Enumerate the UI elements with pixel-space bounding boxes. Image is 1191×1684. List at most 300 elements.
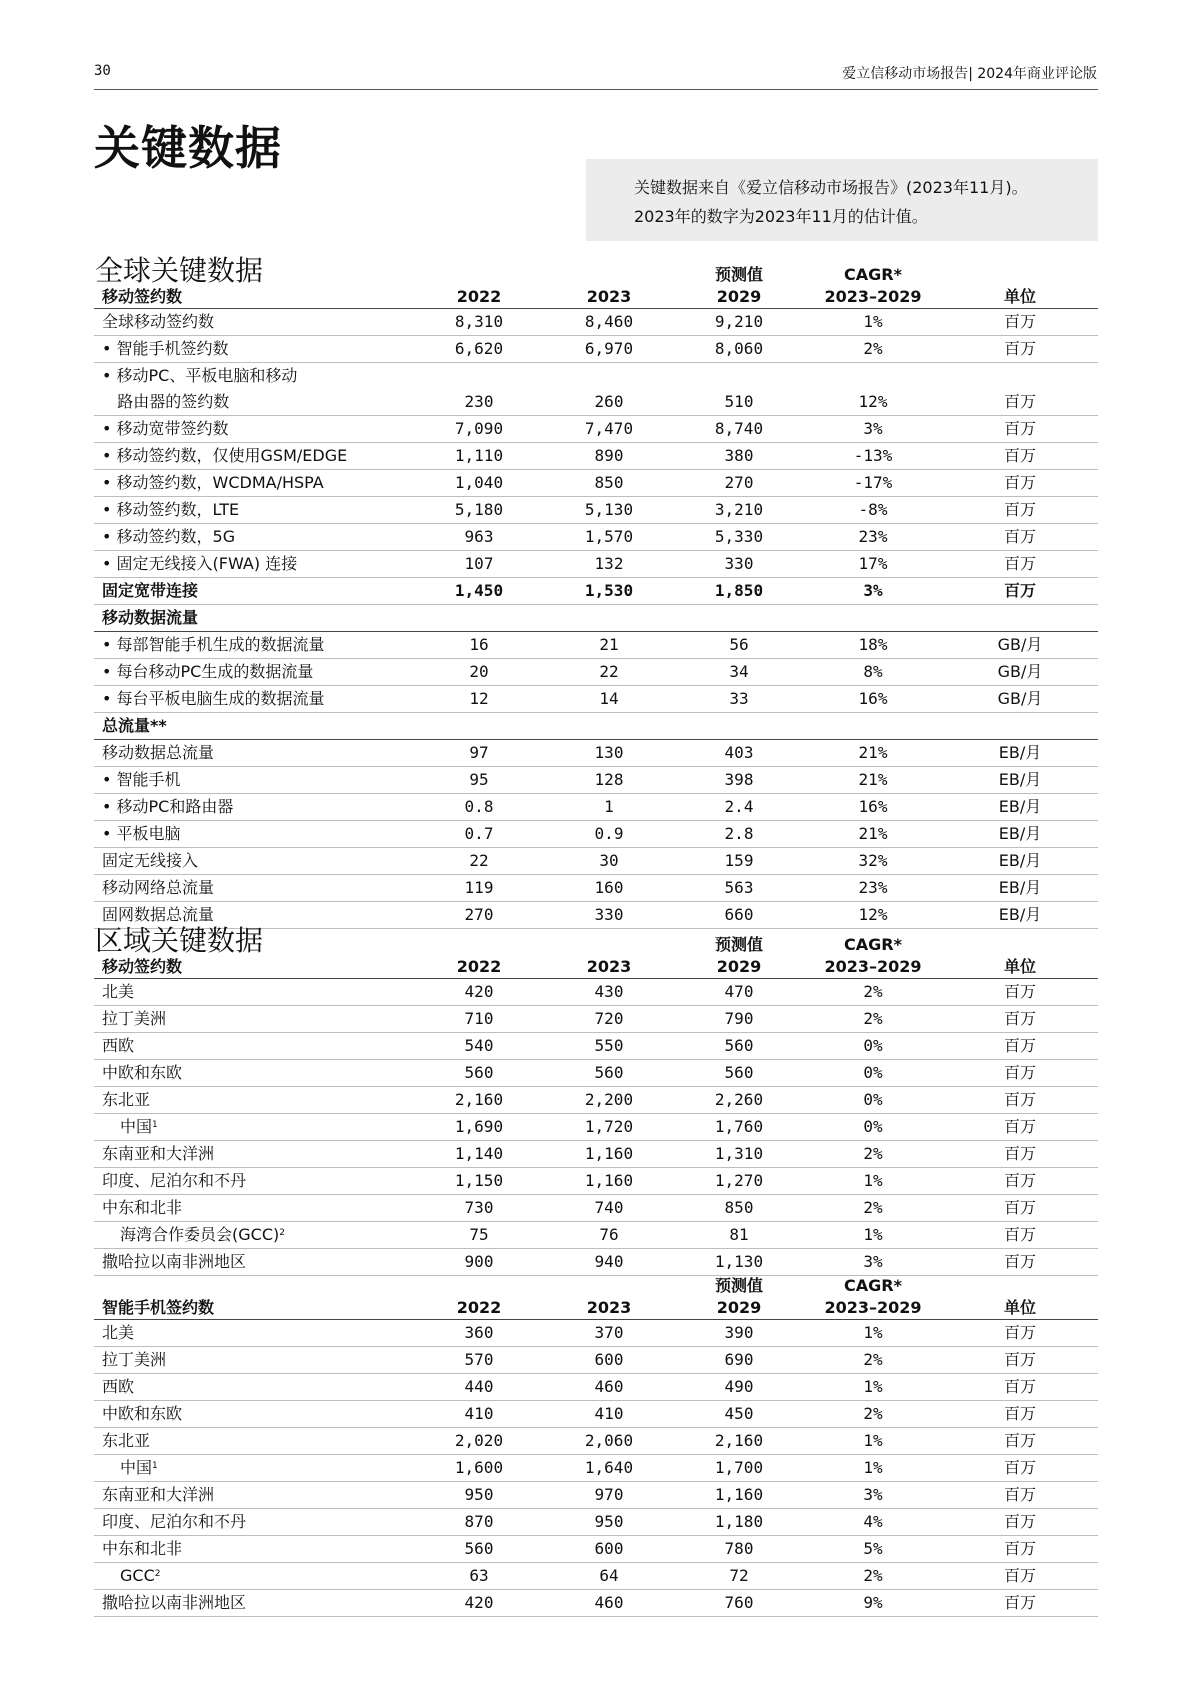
table-row xyxy=(94,497,1098,524)
value-cagr: 32% xyxy=(858,851,888,870)
value-unit: 百万 xyxy=(1003,1485,1036,1504)
value-2022: 963 xyxy=(464,527,494,546)
value-2022: 6,620 xyxy=(454,339,504,358)
value-2023: 600 xyxy=(594,1350,624,1369)
value-unit: 百万 xyxy=(1003,1566,1036,1585)
column-header-2023: 2023 xyxy=(586,287,632,306)
value-cagr: 2% xyxy=(863,1144,883,1163)
value-2023: 740 xyxy=(594,1198,624,1217)
value-2029: 390 xyxy=(724,1323,754,1342)
value-cagr: 1% xyxy=(863,1377,883,1396)
table-header-row xyxy=(94,264,1098,309)
row-label: GCC$^2$ xyxy=(120,1566,161,1585)
value-2022: 16 xyxy=(469,635,489,654)
table-row xyxy=(94,309,1098,336)
value-2022: 1,450 xyxy=(454,581,504,600)
value-2029: 1,130 xyxy=(714,1252,764,1271)
value-2022: 12 xyxy=(469,689,489,708)
value-2023: 8,460 xyxy=(584,312,634,331)
value-2029: 1,160 xyxy=(714,1485,764,1504)
value-2023: 7,470 xyxy=(584,419,634,438)
value-2029: 403 xyxy=(724,743,754,762)
table-row xyxy=(94,1114,1098,1141)
value-unit: GB/月 xyxy=(997,635,1043,654)
empty-cell xyxy=(414,713,544,740)
table-row xyxy=(94,1347,1098,1374)
column-header-cagr: CAGR* 2023–2029 xyxy=(824,1276,922,1317)
row-label: 东北亚 xyxy=(102,1431,151,1450)
value-2022: 1,040 xyxy=(454,473,504,492)
table-row xyxy=(94,1320,1098,1347)
table-row xyxy=(94,1455,1098,1482)
value-2029: 270 xyxy=(724,473,754,492)
value-2023: 970 xyxy=(594,1485,624,1504)
value-2029: 690 xyxy=(724,1350,754,1369)
table-row xyxy=(94,1590,1098,1617)
value-2029: 490 xyxy=(724,1377,754,1396)
value-2029: 56 xyxy=(729,635,749,654)
table-row xyxy=(94,848,1098,875)
row-label: 印度、尼泊尔和不丹 xyxy=(102,1171,247,1190)
total-traffic-subheading xyxy=(94,713,1098,740)
value-cagr: 16% xyxy=(858,689,888,708)
table-row xyxy=(94,821,1098,848)
source-note xyxy=(586,159,1098,241)
value-2022: 2,160 xyxy=(454,1090,504,1109)
column-header-unit: 单位 xyxy=(1003,957,1036,976)
row-label: • 移动签约数，5G xyxy=(94,524,414,551)
table-row xyxy=(94,979,1098,1006)
value-2022: 440 xyxy=(464,1377,494,1396)
table-row xyxy=(94,363,1098,416)
value-2022: 420 xyxy=(464,1593,494,1612)
table-header-row xyxy=(94,1275,1098,1320)
row-label: • 移动签约数，LTE xyxy=(94,497,414,524)
row-label: • 移动PC和路由器 xyxy=(94,794,414,821)
row-label: 北美 xyxy=(102,982,135,1001)
value-2023: 1,160 xyxy=(584,1144,634,1163)
row-label: 东南亚和大洋洲 xyxy=(102,1485,215,1504)
empty-cell xyxy=(544,605,674,632)
value-cagr: 0% xyxy=(863,1117,883,1136)
table-row xyxy=(94,632,1098,659)
value-cagr: 1% xyxy=(863,1171,883,1190)
value-unit: EB/月 xyxy=(998,824,1042,843)
value-unit: 百万 xyxy=(1003,1171,1036,1190)
row-label: 西欧 xyxy=(102,1036,135,1055)
value-2029: 8,060 xyxy=(714,339,764,358)
row-label: • 固定无线接入(FWA) 连接 xyxy=(94,551,414,578)
value-2029: 2,160 xyxy=(714,1431,764,1450)
value-2023: 330 xyxy=(594,905,624,924)
row-label: 中国$^1$ xyxy=(120,1117,158,1136)
row-label: 固网数据总流量 xyxy=(102,905,215,924)
value-unit: 百万 xyxy=(1003,1593,1036,1612)
value-2029: 660 xyxy=(724,905,754,924)
row-label: 拉丁美洲 xyxy=(102,1350,167,1369)
value-unit: 百万 xyxy=(1003,339,1036,358)
value-cagr: 5% xyxy=(863,1539,883,1558)
table-row xyxy=(94,1482,1098,1509)
value-cagr: 23% xyxy=(858,878,888,897)
value-2022: 1,140 xyxy=(454,1144,504,1163)
value-2023: 1 xyxy=(604,797,614,816)
value-cagr: 21% xyxy=(858,770,888,789)
row-label: • 移动PC、平板电脑和移动 路由器的签约数 xyxy=(94,363,414,416)
value-2023: 1,640 xyxy=(584,1458,634,1477)
row-label: • 智能手机签约数 xyxy=(94,336,414,363)
value-2022: 7,090 xyxy=(454,419,504,438)
column-header-unit: 单位 xyxy=(1003,1298,1036,1317)
value-2022: 97 xyxy=(469,743,489,762)
value-2022: 560 xyxy=(464,1063,494,1082)
row-label: • 移动签约数，WCDMA/HSPA xyxy=(94,470,414,497)
value-2022: 22 xyxy=(469,851,489,870)
column-header-2029: 预测值 2029 xyxy=(714,1276,763,1317)
value-2022: 270 xyxy=(464,905,494,924)
column-header-2023: 2023 xyxy=(586,957,632,976)
value-2023: 1,570 xyxy=(584,527,634,546)
table-row xyxy=(94,551,1098,578)
table-row xyxy=(94,1536,1098,1563)
value-2023: 21 xyxy=(599,635,619,654)
row-label: 拉丁美洲 xyxy=(102,1009,167,1028)
value-2022: 1,110 xyxy=(454,446,504,465)
value-cagr: 2% xyxy=(863,339,883,358)
value-2029: 760 xyxy=(724,1593,754,1612)
value-2029: 1,700 xyxy=(714,1458,764,1477)
value-2022: 8,310 xyxy=(454,312,504,331)
row-label: • 每台移动PC生成的数据流量 xyxy=(94,659,414,686)
value-unit: 百万 xyxy=(1003,419,1036,438)
value-unit: 百万 xyxy=(1003,1539,1036,1558)
row-label: 移动数据总流量 xyxy=(102,743,215,762)
row-label: • 每部智能手机生成的数据流量 xyxy=(94,632,414,659)
value-2029: 510 xyxy=(724,392,754,411)
value-unit: 百万 xyxy=(1003,982,1036,1001)
value-2022: 95 xyxy=(469,770,489,789)
value-2029: 5,330 xyxy=(714,527,764,546)
value-unit: 百万 xyxy=(1003,312,1036,331)
column-header-2023: 2023 xyxy=(586,1298,632,1317)
value-2023: 76 xyxy=(599,1225,619,1244)
value-cagr: 12% xyxy=(858,905,888,924)
value-cagr: 4% xyxy=(863,1512,883,1531)
value-cagr: 3% xyxy=(863,1485,883,1504)
value-cagr: 17% xyxy=(858,554,888,573)
value-cagr: 0% xyxy=(863,1063,883,1082)
row-label: • 平板电脑 xyxy=(94,821,414,848)
row-label: 撒哈拉以南非洲地区 xyxy=(102,1252,247,1271)
page-title: 关键数据 xyxy=(94,121,282,175)
column-header-cagr: CAGR* 2023–2029 xyxy=(824,265,922,306)
value-unit: 百万 xyxy=(1003,1323,1036,1342)
value-2029: 470 xyxy=(724,982,754,1001)
value-cagr: -8% xyxy=(858,500,888,519)
row-label: 撒哈拉以南非洲地区 xyxy=(102,1593,247,1612)
table-row xyxy=(94,875,1098,902)
value-2022: 2,020 xyxy=(454,1431,504,1450)
value-2023: 160 xyxy=(594,878,624,897)
value-cagr: 16% xyxy=(858,797,888,816)
value-unit: 百万 xyxy=(1003,527,1036,546)
table-row xyxy=(94,767,1098,794)
table-row xyxy=(94,1060,1098,1087)
table-row xyxy=(94,659,1098,686)
subsection-label: 移动数据流量 xyxy=(102,608,199,627)
value-2029: 2,260 xyxy=(714,1090,764,1109)
value-unit: 百万 xyxy=(1003,1377,1036,1396)
value-2022: 360 xyxy=(464,1323,494,1342)
column-header-unit: 单位 xyxy=(1003,287,1036,306)
value-2022: 540 xyxy=(464,1036,494,1055)
value-2022: 75 xyxy=(469,1225,489,1244)
row-label: 中东和北非 xyxy=(102,1539,183,1558)
empty-cell xyxy=(942,713,1098,740)
value-2023: 30 xyxy=(599,851,619,870)
value-unit: 百万 xyxy=(1003,1036,1036,1055)
value-2029: 790 xyxy=(724,1009,754,1028)
value-unit: 百万 xyxy=(1003,554,1036,573)
regional-smartphone-table xyxy=(94,1275,1098,1617)
table-row xyxy=(94,416,1098,443)
row-label: 中欧和东欧 xyxy=(102,1063,183,1082)
row-label: 海湾合作委员会(GCC)$^2$ xyxy=(120,1225,285,1244)
value-2023: 2,060 xyxy=(584,1431,634,1450)
value-cagr: -13% xyxy=(853,446,893,465)
value-unit: 百万 xyxy=(1003,1198,1036,1217)
value-cagr: 2% xyxy=(863,1350,883,1369)
value-2023: 950 xyxy=(594,1512,624,1531)
footnote-marker: 2 xyxy=(279,1228,285,1238)
value-2029: 159 xyxy=(724,851,754,870)
value-2023: 600 xyxy=(594,1539,624,1558)
row-label: 全球移动签约数 xyxy=(102,312,215,331)
value-unit: 百万 xyxy=(1003,473,1036,492)
value-2022: 950 xyxy=(464,1485,494,1504)
row-label: 东北亚 xyxy=(102,1090,151,1109)
table-row xyxy=(94,578,1098,605)
value-2029: 9,210 xyxy=(714,312,764,331)
value-cagr: 2% xyxy=(863,982,883,1001)
value-2029: 380 xyxy=(724,446,754,465)
value-2029: 560 xyxy=(724,1063,754,1082)
value-2022: 870 xyxy=(464,1512,494,1531)
value-2029: 398 xyxy=(724,770,754,789)
value-2023: 0.9 xyxy=(594,824,624,843)
value-2029: 1,760 xyxy=(714,1117,764,1136)
empty-cell xyxy=(804,713,942,740)
value-2029: 33 xyxy=(729,689,749,708)
value-2029: 2.4 xyxy=(724,797,754,816)
value-cagr: 23% xyxy=(858,527,888,546)
value-2029: 3,210 xyxy=(714,500,764,519)
value-unit: EB/月 xyxy=(998,878,1042,897)
value-unit: EB/月 xyxy=(998,770,1042,789)
row-label: • 移动宽带签约数 xyxy=(94,416,414,443)
value-2022: 560 xyxy=(464,1539,494,1558)
page-number: 30 xyxy=(94,63,111,79)
table-row xyxy=(94,443,1098,470)
value-unit: 百万 xyxy=(1003,1350,1036,1369)
row-label: 印度、尼泊尔和不丹 xyxy=(102,1512,247,1531)
value-2023: 14 xyxy=(599,689,619,708)
table-row xyxy=(94,336,1098,363)
table-row xyxy=(94,1249,1098,1276)
table-row xyxy=(94,524,1098,551)
value-2022: 20 xyxy=(469,662,489,681)
row-label: 固定宽带连接 xyxy=(102,581,199,600)
column-header-label: 智能手机签约数 xyxy=(102,1298,215,1317)
value-2023: 64 xyxy=(599,1566,619,1585)
value-unit: 百万 xyxy=(1003,581,1036,600)
value-2023: 460 xyxy=(594,1593,624,1612)
value-unit: 百万 xyxy=(1003,446,1036,465)
traffic-subheading xyxy=(94,605,1098,632)
source-note-line-2: 2023年的数字为2023年11月的估计值。 xyxy=(634,207,928,226)
table-header-row xyxy=(94,934,1098,979)
column-header-label: 移动签约数 xyxy=(102,287,183,306)
empty-cell xyxy=(544,713,674,740)
table-row xyxy=(94,794,1098,821)
table-row xyxy=(94,740,1098,767)
row-label: 西欧 xyxy=(102,1377,135,1396)
value-2022: 107 xyxy=(464,554,494,573)
value-2022: 1,150 xyxy=(454,1171,504,1190)
row-label: • 智能手机 xyxy=(94,767,414,794)
value-cagr: 3% xyxy=(863,1252,883,1271)
row-label: 东南亚和大洋洲 xyxy=(102,1144,215,1163)
value-2022: 0.7 xyxy=(464,824,494,843)
value-2029: 1,310 xyxy=(714,1144,764,1163)
table-row xyxy=(94,1563,1098,1590)
row-label: 移动网络总流量 xyxy=(102,878,215,897)
value-2023: 370 xyxy=(594,1323,624,1342)
value-2022: 5,180 xyxy=(454,500,504,519)
value-2023: 132 xyxy=(594,554,624,573)
value-2023: 890 xyxy=(594,446,624,465)
global-section-title: 全球关键数据 xyxy=(95,254,264,287)
value-unit: EB/月 xyxy=(998,905,1042,924)
empty-cell xyxy=(674,605,804,632)
column-header-2022: 2022 xyxy=(456,957,502,976)
running-title: 爱立信移动市场报告| 2024年商业评论版 xyxy=(842,66,1097,82)
value-2022: 410 xyxy=(464,1404,494,1423)
value-2029: 72 xyxy=(729,1566,749,1585)
value-cagr: 1% xyxy=(863,1431,883,1450)
column-header-cagr: CAGR* 2023–2029 xyxy=(824,935,922,976)
value-cagr: 2% xyxy=(863,1009,883,1028)
row-label: 北美 xyxy=(102,1323,135,1342)
value-unit: EB/月 xyxy=(998,743,1042,762)
value-2023: 410 xyxy=(594,1404,624,1423)
value-unit: EB/月 xyxy=(998,851,1042,870)
value-cagr: 1% xyxy=(863,1323,883,1342)
value-2023: 1,720 xyxy=(584,1117,634,1136)
value-2023: 260 xyxy=(594,392,624,411)
value-unit: 百万 xyxy=(1003,1144,1036,1163)
value-2023: 550 xyxy=(594,1036,624,1055)
value-unit: 百万 xyxy=(1003,1431,1036,1450)
value-unit: GB/月 xyxy=(997,662,1043,681)
empty-cell xyxy=(804,605,942,632)
row-label: 中欧和东欧 xyxy=(102,1404,183,1423)
value-2022: 420 xyxy=(464,982,494,1001)
column-header-2029: 预测值 2029 xyxy=(714,265,763,306)
value-2022: 1,690 xyxy=(454,1117,504,1136)
value-cagr: 0% xyxy=(863,1036,883,1055)
value-cagr: 0% xyxy=(863,1090,883,1109)
value-2023: 1,530 xyxy=(584,581,634,600)
table-row xyxy=(94,1087,1098,1114)
table-row xyxy=(94,1509,1098,1536)
value-2022: 730 xyxy=(464,1198,494,1217)
value-2023: 430 xyxy=(594,982,624,1001)
value-2023: 22 xyxy=(599,662,619,681)
global-key-figures-table xyxy=(94,264,1098,929)
value-cagr: 9% xyxy=(863,1593,883,1612)
value-cagr: 12% xyxy=(858,392,888,411)
value-unit: GB/月 xyxy=(997,689,1043,708)
value-2022: 63 xyxy=(469,1566,489,1585)
value-2029: 560 xyxy=(724,1036,754,1055)
table-row xyxy=(94,1401,1098,1428)
value-2023: 6,970 xyxy=(584,339,634,358)
value-unit: 百万 xyxy=(1003,1063,1036,1082)
value-cagr: 21% xyxy=(858,824,888,843)
value-cagr: 1% xyxy=(863,312,883,331)
value-2029: 780 xyxy=(724,1539,754,1558)
value-cagr: 3% xyxy=(863,581,883,600)
table-row xyxy=(94,1141,1098,1168)
value-2023: 130 xyxy=(594,743,624,762)
value-unit: 百万 xyxy=(1003,1090,1036,1109)
footnote-marker: 1 xyxy=(152,1120,158,1130)
value-cagr: 2% xyxy=(863,1198,883,1217)
value-unit: 百万 xyxy=(1003,1512,1036,1531)
value-2029: 850 xyxy=(724,1198,754,1217)
row-label: 固定无线接入 xyxy=(102,851,199,870)
row-label: 中国$^1$ xyxy=(120,1458,158,1477)
subsection-label: 总流量** xyxy=(102,716,167,735)
value-cagr: 1% xyxy=(863,1225,883,1244)
row-label: • 移动签约数，仅使用GSM/EDGE xyxy=(94,443,414,470)
value-2022: 119 xyxy=(464,878,494,897)
value-2023: 5,130 xyxy=(584,500,634,519)
footnote-marker: 1 xyxy=(152,1461,158,1471)
value-2022: 710 xyxy=(464,1009,494,1028)
value-2023: 1,160 xyxy=(584,1171,634,1190)
value-unit: 百万 xyxy=(1003,1404,1036,1423)
value-unit: 百万 xyxy=(1003,500,1036,519)
value-2022: 1,600 xyxy=(454,1458,504,1477)
column-header-label: 移动签约数 xyxy=(102,957,183,976)
value-cagr: -17% xyxy=(853,473,893,492)
value-unit: 百万 xyxy=(1003,392,1036,411)
table-row xyxy=(94,1168,1098,1195)
value-unit: 百万 xyxy=(1003,1252,1036,1271)
regional-subscriptions-table xyxy=(94,934,1098,1276)
table-row xyxy=(94,1428,1098,1455)
table-row xyxy=(94,1222,1098,1249)
value-cagr: 2% xyxy=(863,1566,883,1585)
table-row xyxy=(94,686,1098,713)
value-2022: 900 xyxy=(464,1252,494,1271)
value-2029: 1,850 xyxy=(714,581,764,600)
value-2023: 460 xyxy=(594,1377,624,1396)
value-2023: 560 xyxy=(594,1063,624,1082)
value-2023: 720 xyxy=(594,1009,624,1028)
